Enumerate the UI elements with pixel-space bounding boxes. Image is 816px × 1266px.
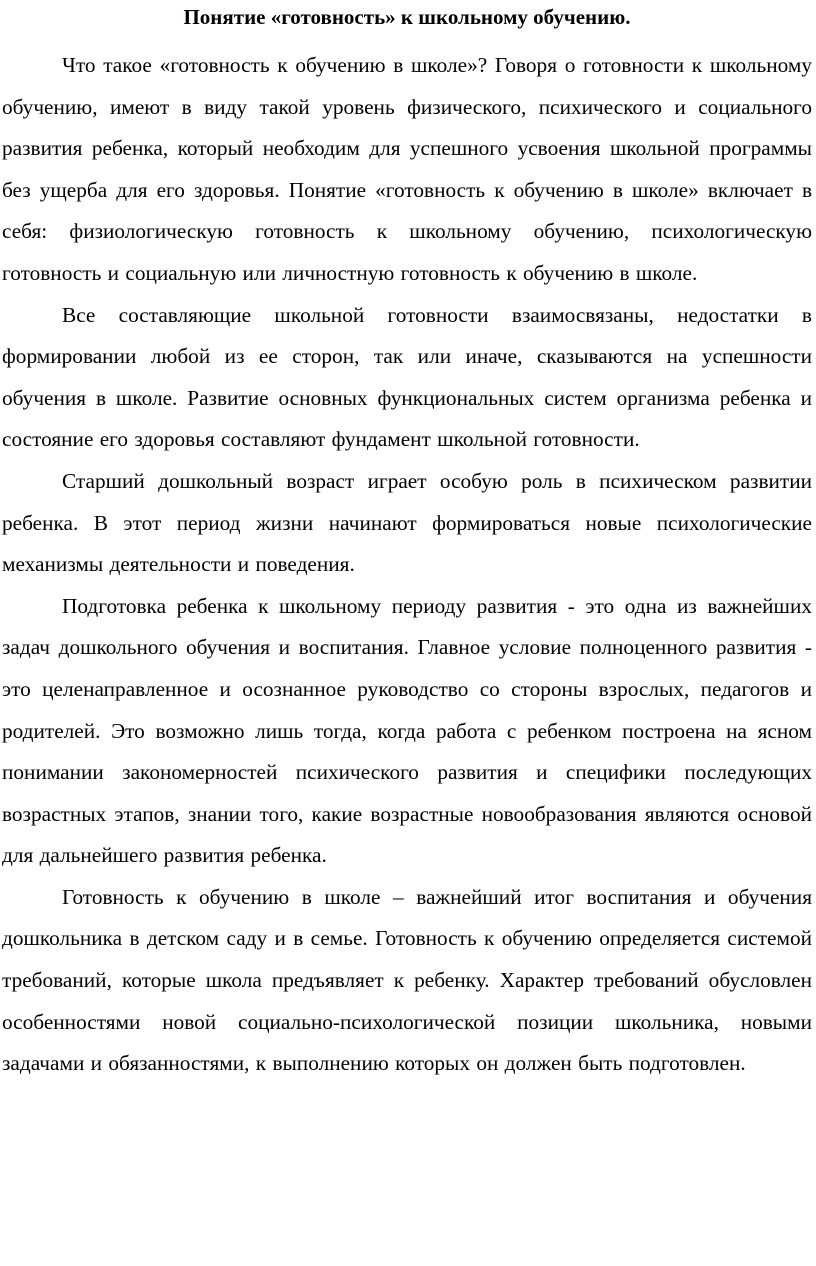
paragraph-3: Старший дошкольный возраст играет особую роль в психическом развитии ребенка. В этот период жизни начинают формироваться новые психологические механизмы деятельности и поведения. (2, 468, 812, 577)
paragraph-1: Что такое «готовность к обучению в школе»? Говоря о готовности к школьному обучению, имеют в виду такой уровень физического, психического и социального развития ребенка, который необходим для успешного усвоения школьной программы без ущерба для его здоровья. Понятие «готовность к обучению в школе» включает в себя: физиологическую готовность к школьному обучению, психологическую готовность и социальную или личностную готовность к обучению в школе. (2, 53, 812, 285)
document-title: Понятие «готовность» к школьному обучению. (183, 5, 631, 29)
paragraph-2: Все составляющие школьной готовности взаимосвязаны, недостатки в формировании любой из ее сторон, так или иначе, сказываются на успешности обучения в школе. Развитие основных функциональных систем организма ребенка и состояние его здоровья составляют фундамент школьной готовности. (2, 302, 812, 452)
paragraph-5: Готовность к обучению в школе – важнейший итог воспитания и обучения дошкольника в детском саду и в семье. Готовность к обучению определяется системой требований, которые школа предъявляет к ребенку. Характер требований обусловлен особенностями новой социально-психологической позиции школьника, новыми задачами и обязанностями, к выполнению которых он должен быть подготовлен. (2, 884, 812, 1076)
paragraph-4: Подготовка ребенка к школьному периоду развития - это одна из важнейших задач дошкольного обучения и воспитания. Главное условие полноценного развития - это целенаправленное и осознанное руководство со стороны взрослых, педагогов и родителей. Это возможно лишь тогда, когда работа с ребенком построена на ясном понимании закономерностей психического развития и специфики последующих возрастных этапов, знании того, какие возрастные новообразования являются основой для дальнейшего развития ребенка. (2, 593, 812, 868)
